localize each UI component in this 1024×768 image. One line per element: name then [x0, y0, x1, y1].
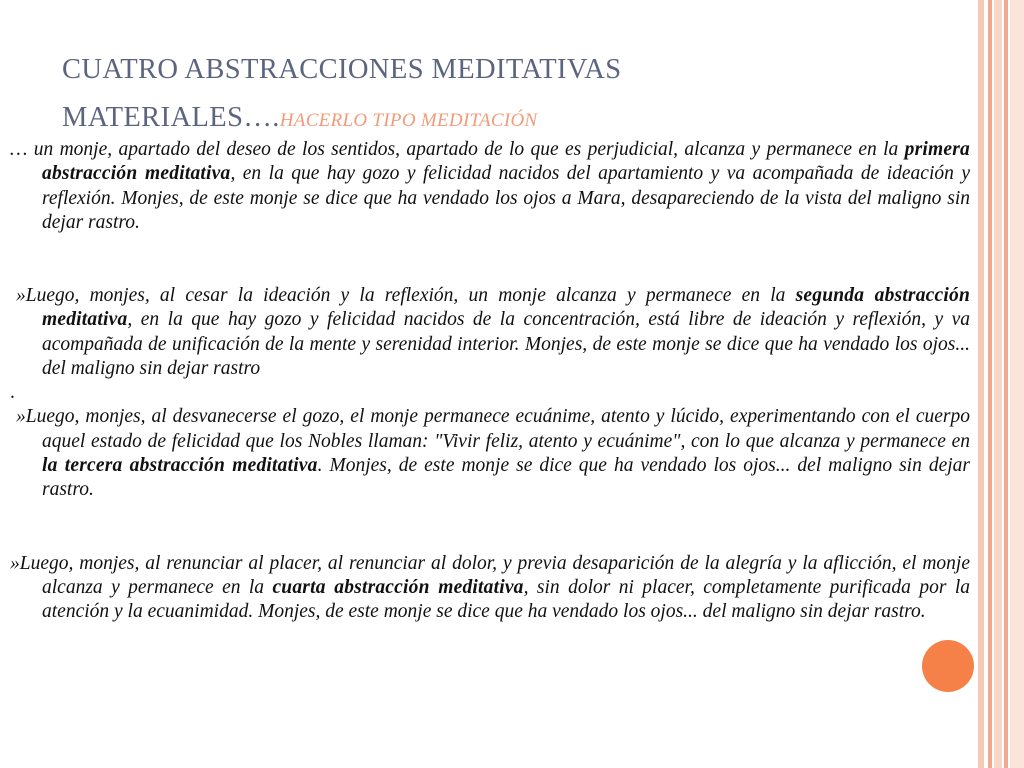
title-line-2-text: MATERIALES….	[62, 102, 280, 133]
paragraph-third-abstraction	[10, 405, 970, 502]
paragraph-text: »Luego, monjes, al renunciar al placer, al renunciar al dolor, y previa desaparición de la alegría y la aflicción, el monje alcanza y permanece en la	[10, 552, 970, 598]
decorative-circle	[922, 640, 974, 692]
paragraph-first-abstraction	[10, 138, 970, 235]
paragraph-text: , en la que hay gozo y felicidad nacidos del apartamiento y va acompañada de ideación y reflexión. Monjes, de este monje se dice que ha vendado los ojos a Mara, desapareciendo de la vista del maligno sin dejar rastro.	[42, 163, 970, 233]
decorative-stripe	[994, 0, 1002, 768]
slide-title	[62, 46, 942, 145]
paragraph-text: , sin dolor ni placer, completamente purificada por la atención y la ecuanimidad. Monjes, de este monje se dice que ha vendado los ojos... del maligno sin dejar rastro.	[42, 576, 970, 623]
separator-dot: .	[10, 382, 15, 404]
paragraph-emphasis: segunda abstracción meditativa	[42, 285, 970, 331]
paragraph-text: »Luego, monjes, al desvanecerse el gozo, el monje permanece ecuánime, atento y lúcido, experimentando con el cuerpo aquel estado de felicidad que los Nobles llaman: "Vivir feliz, atento y ecuánime", con lo que alcanza y permanece en	[16, 406, 970, 452]
decorative-stripe	[1010, 0, 1024, 768]
paragraph-text: »Luego, monjes, al cesar la ideación y la reflexión, un monje alcanza y permanece en la	[16, 285, 796, 307]
title-subtitle: HACERLO TIPO MEDITACIÓN	[279, 110, 538, 131]
decorative-stripe	[1004, 0, 1008, 768]
paragraph-emphasis: la tercera abstracción meditativa	[42, 454, 318, 476]
paragraph-emphasis: primera abstracción meditativa	[42, 139, 970, 185]
title-line-1: CUATRO ABSTRACCIONES MEDITATIVAS	[62, 54, 622, 85]
paragraph-text: . Monjes, de este monje se dice que ha vendado los ojos... del maligno sin dejar rastro.	[42, 454, 970, 501]
decorative-stripe	[988, 0, 992, 768]
paragraph-text: … un monje, apartado del deseo de los sentidos, apartado de lo que es perjudicial, alcanza y permanece en la	[10, 139, 905, 160]
paragraph-emphasis: cuarta abstracción meditativa	[272, 576, 524, 598]
paragraph-text: , en la que hay gozo y felicidad nacidos de la concentración, está libre de ideación y reflexión, y va acompañada de unificación de la mente y serenidad interior. Monjes, de este monje se dice que ha vendado los ojos... del maligno sin dejar rastro	[42, 309, 970, 380]
decorative-stripe	[978, 0, 984, 768]
paragraph-fourth-abstraction	[10, 552, 970, 625]
slide-body	[10, 138, 970, 624]
paragraph-second-abstraction	[10, 284, 970, 381]
